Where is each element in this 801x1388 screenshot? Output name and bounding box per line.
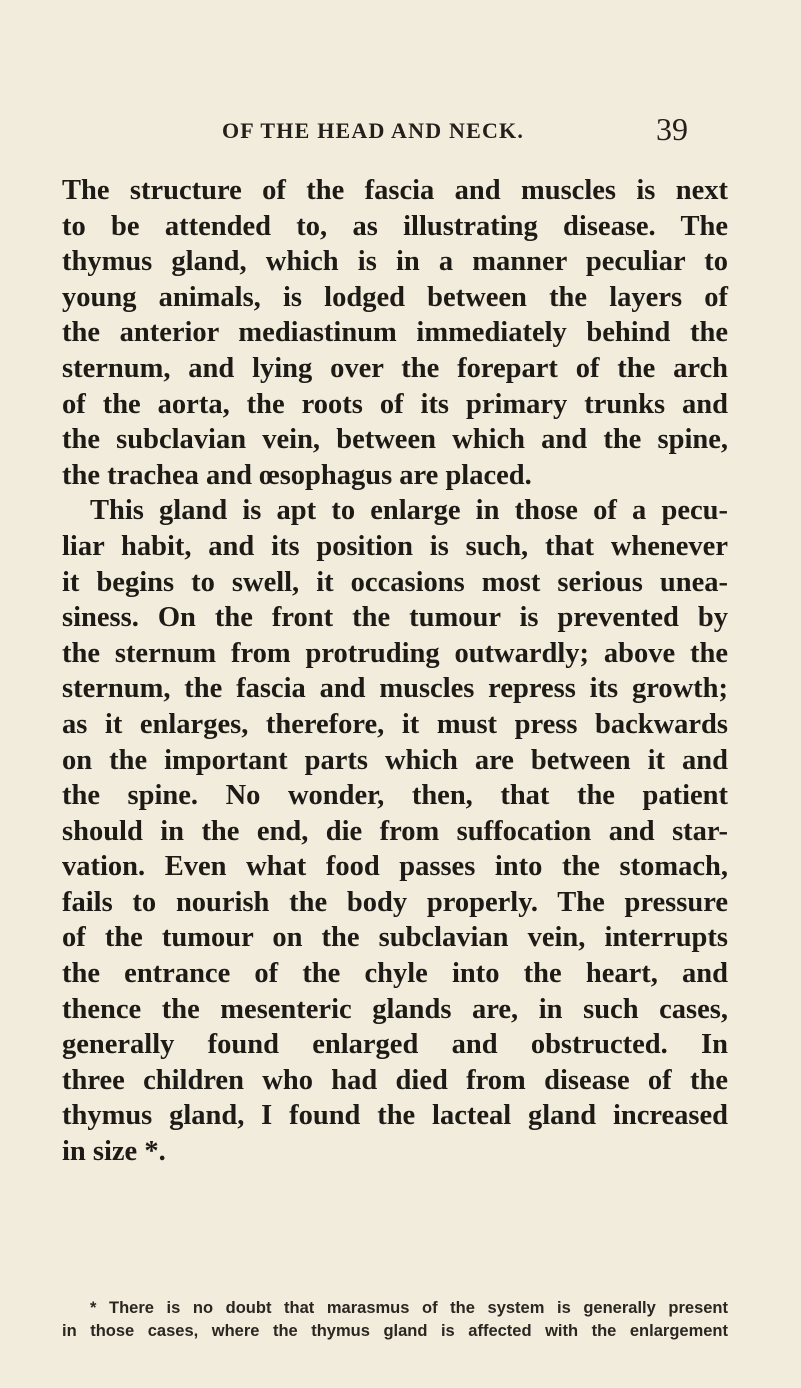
text-line: of the aorta, the roots of its primary trunks and — [62, 388, 728, 420]
running-title: OF THE HEAD AND NECK. — [222, 118, 525, 143]
text-line: the anterior mediastinum immediately behind the — [62, 317, 728, 349]
text-line: sternum, the fascia and muscles repress its growth; — [62, 673, 728, 705]
text-line: generally found enlarged and obstructed. In — [62, 1029, 728, 1061]
text-line: the sternum from protruding outwardly; above the — [62, 637, 728, 669]
text-line: in size *. — [62, 1136, 166, 1168]
body-text — [62, 173, 728, 1170]
running-head — [0, 111, 801, 151]
text-line: the spine. No wonder, then, that the patient — [62, 780, 728, 812]
footnote-line: in those cases, where the thymus gland is affected with the enlargement — [62, 1322, 728, 1340]
text-line: the trachea and œsophagus are placed. — [62, 459, 532, 491]
text-line: it begins to swell, it occasions most serious unea- — [62, 566, 728, 598]
text-line: on the important parts which are between it and — [62, 744, 728, 776]
text-line: thymus gland, I found the lacteal gland increased — [62, 1100, 728, 1132]
text-line: three children who had died from disease of the — [62, 1064, 728, 1096]
text-line: the entrance of the chyle into the heart, and — [62, 958, 728, 990]
text-line: siness. On the front the tumour is prevented by — [62, 602, 728, 634]
text-line: to be attended to, as illustrating disease. The — [62, 210, 728, 242]
text-line: sternum, and lying over the forepart of the arch — [62, 352, 728, 384]
text-line: liar habit, and its position is such, that whenever — [62, 530, 728, 562]
footnote-line: * There is no doubt that marasmus of the system is generally present — [90, 1299, 728, 1317]
text-line: of the tumour on the subclavian vein, interrupts — [62, 922, 728, 954]
text-line: young animals, is lodged between the layers of — [62, 281, 728, 313]
text-line: thymus gland, which is in a manner peculiar to — [62, 246, 728, 278]
text-line: The structure of the fascia and muscles is next — [62, 175, 728, 206]
text-line: This gland is apt to enlarge in those of a pecu- — [90, 495, 728, 527]
text-line: the subclavian vein, between which and the spine, — [62, 424, 728, 456]
footnote — [62, 1297, 728, 1343]
page-number: 39 — [656, 111, 688, 147]
text-line: should in the end, die from suffocation and star- — [62, 815, 728, 847]
text-line: fails to nourish the body properly. The pressure — [62, 886, 728, 918]
text-line: thence the mesenteric glands are, in such cases, — [62, 993, 728, 1025]
text-line: as it enlarges, therefore, it must press backwards — [62, 708, 728, 740]
text-line: vation. Even what food passes into the stomach, — [62, 851, 728, 883]
